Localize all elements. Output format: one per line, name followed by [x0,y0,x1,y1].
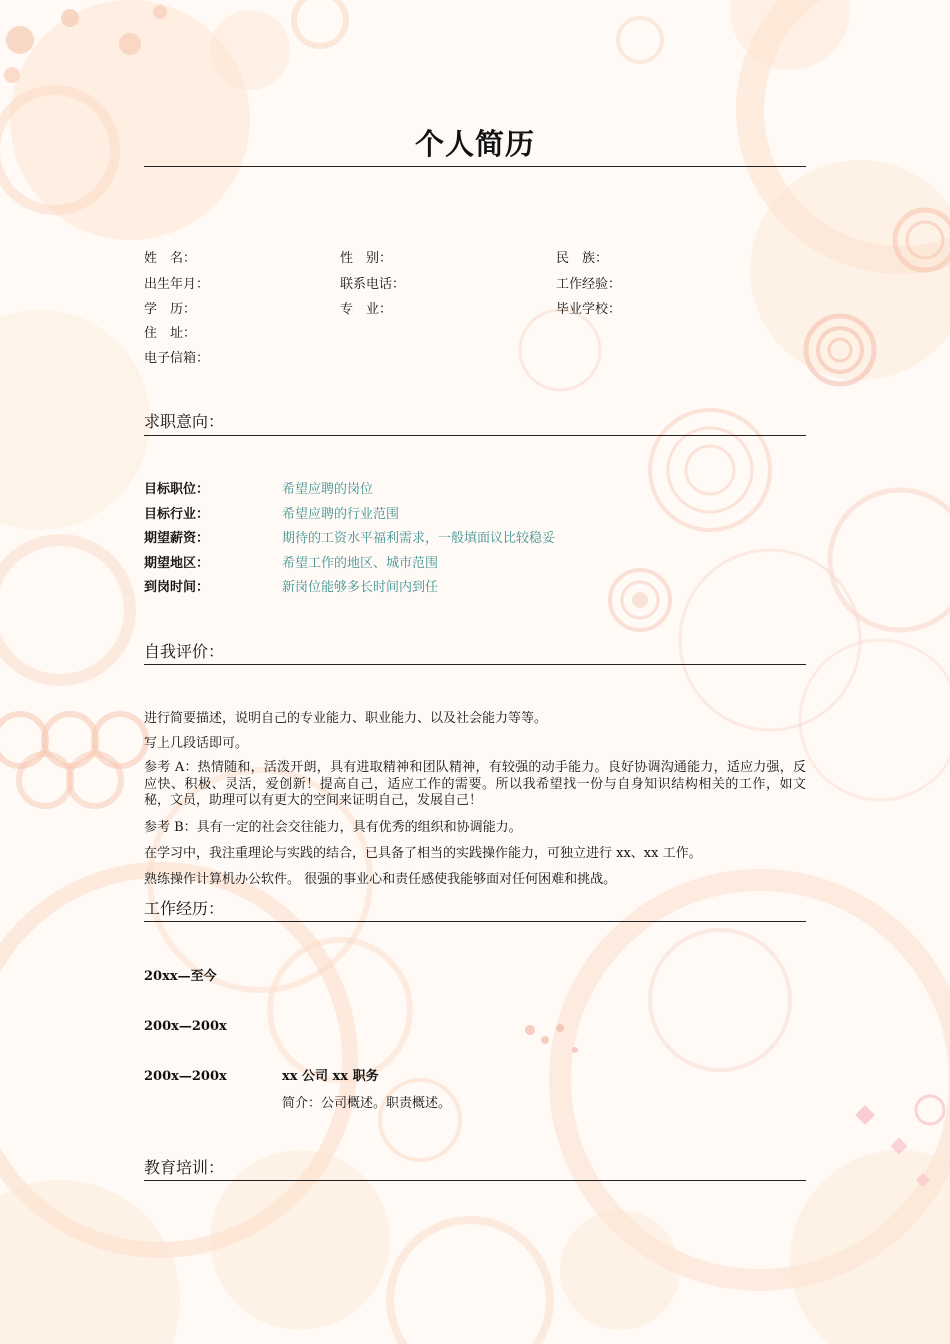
work-title: xx 公司 xx 职务 [282,1069,379,1084]
page-title: 个人简历 [414,127,535,161]
work-date: 200x—200x [144,1019,227,1034]
info-label-gender: 性 别： [340,251,393,266]
evaluation-paragraph: 参考 B：具有一定的社会交往能力，具有优秀的组织和协调能力。 [144,820,522,835]
section-rule [144,1180,806,1181]
objective-label: 期望薪资： [144,531,210,546]
section-heading-education: 教育培训： [144,1158,225,1177]
evaluation-paragraph: 在学习中，我注重理论与实践的结合，已具备了相当的实践操作能力，可独立进行 xx、xx 工作。 [144,846,702,861]
info-label-address: 住 址： [144,326,197,341]
section-heading-objective: 求职意向： [144,412,225,431]
evaluation-paragraph: 写上几段话即可。 [144,736,249,751]
work-description: 简介：公司概述。职责概述。 [282,1096,452,1111]
info-label-school: 毕业学校： [556,302,622,317]
info-label-phone: 联系电话： [340,277,406,292]
evaluation-paragraph: 熟练操作计算机办公软件。 很强的事业心和责任感使我能够面对任何困难和挑战。 [144,872,617,887]
objective-label: 到岗时间： [144,580,210,595]
info-label-email: 电子信箱： [144,351,210,366]
title-underline [144,166,806,167]
objective-label: 期望地区： [144,556,210,571]
info-label-birth: 出生年月： [144,277,210,292]
info-label-major: 专 业： [340,302,393,317]
section-rule [144,435,806,436]
work-date: 200x—200x [144,1069,227,1084]
info-label-education: 学 历： [144,302,197,317]
evaluation-paragraph: 进行简要描述，说明自己的专业能力、职业能力、以及社会能力等等。 [144,711,548,726]
info-label-ethnicity: 民 族： [556,251,609,266]
work-date: 20xx—至今 [144,969,217,984]
info-label-experience: 工作经验： [556,277,622,292]
section-rule [144,664,806,665]
info-label-name: 姓 名： [144,251,197,266]
section-heading-work: 工作经历： [144,899,225,918]
objective-value: 期待的工资水平福利需求，一般填面议比较稳妥 [282,531,556,546]
section-rule [144,921,806,922]
objective-value: 希望应聘的行业范围 [282,507,400,522]
objective-value: 希望工作的地区、城市范围 [282,556,439,571]
objective-label: 目标行业： [144,507,210,522]
evaluation-paragraph: 参考 A：热情随和，活泼开朗，具有进取精神和团队精神，有较强的动手能力。良好协调沟通能力，适应力强，反应快、积极、灵活，爱创新！提高自己，适应工作的需要。所以我希望找一份与自身知识结构相关的工作，如文秘，文员，助理可以有更大的空间来证明自己，发展自己！ [144,760,806,808]
objective-label: 目标职位： [144,482,210,497]
objective-value: 希望应聘的岗位 [282,482,374,497]
section-heading-evaluation: 自我评价： [144,642,225,661]
objective-value: 新岗位能够多长时间内到任 [282,580,439,595]
